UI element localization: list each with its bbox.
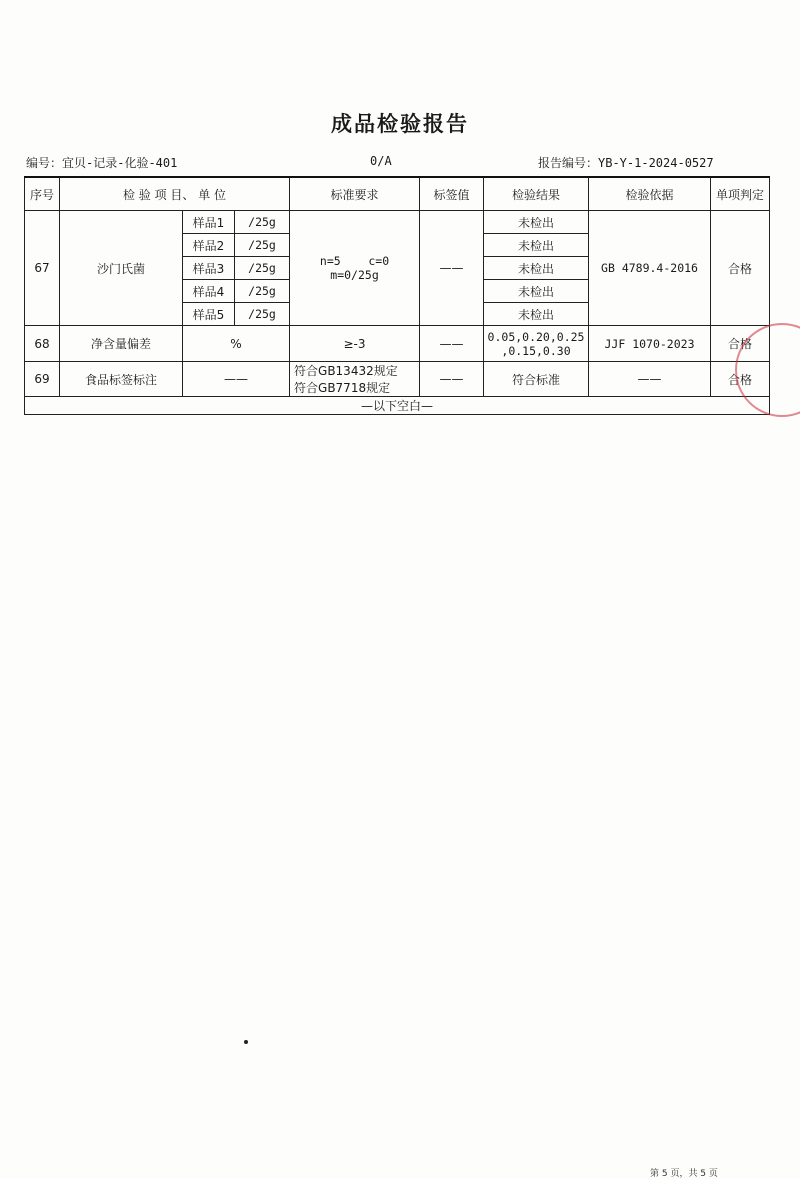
sample-unit: /25g	[235, 234, 290, 257]
judgement-cell: 合格	[711, 362, 770, 397]
standard-line: 符合GB13432规定	[294, 364, 398, 378]
page-footer: 第 5 页，共 5 页	[650, 1169, 718, 1179]
label-value-cell: ——	[420, 326, 484, 362]
sample-result: 未检出	[484, 280, 589, 303]
header-label-value: 标签值	[420, 177, 484, 211]
sample-unit: /25g	[235, 280, 290, 303]
sample-unit: /25g	[235, 257, 290, 280]
result-line: ,0.15,0.30	[501, 343, 571, 358]
sample-name: 样品5	[183, 303, 235, 326]
standard-line: n=5 c=0	[319, 254, 390, 268]
seq-cell: 67	[25, 211, 60, 326]
item-cell: 净含量偏差	[60, 326, 183, 362]
report-title: 成品检验报告	[331, 111, 469, 136]
standard-line: 符合GB7718规定	[294, 381, 391, 395]
report-number: 报告编号：YB-Y-1-2024-0527	[538, 156, 714, 170]
header-seq: 序号	[25, 177, 60, 211]
table-row	[25, 211, 770, 234]
basis-cell: GB 4789.4-2016	[589, 211, 711, 326]
header-basis: 检验依据	[589, 177, 711, 211]
basis-cell: JJF 1070-2023	[589, 326, 711, 362]
judgement-cell: 合格	[711, 211, 770, 326]
sample-name: 样品2	[183, 234, 235, 257]
sample-name: 样品1	[183, 211, 235, 234]
seq-cell: 68	[25, 326, 60, 362]
result-cell	[484, 326, 589, 362]
sample-unit: /25g	[235, 211, 290, 234]
sample-result: 未检出	[484, 257, 589, 280]
item-cell: 食品标签标注	[60, 362, 183, 397]
header-judgement: 单项判定	[711, 177, 770, 211]
sample-result: 未检出	[484, 303, 589, 326]
unit-cell: ——	[183, 362, 290, 397]
header-standard: 标准要求	[290, 177, 420, 211]
record-number: 编号：宜贝-记录-化验-401	[26, 156, 178, 170]
label-value-cell: ——	[420, 211, 484, 326]
standard-cell	[290, 211, 420, 326]
label-value-cell: ——	[420, 362, 484, 397]
sample-result: 未检出	[484, 211, 589, 234]
sample-name: 样品4	[183, 280, 235, 303]
version-code: 0/A	[370, 154, 392, 168]
inspection-table	[24, 176, 770, 415]
blank-row	[25, 397, 770, 415]
header-row	[25, 177, 770, 211]
blank-note: —以下空白—	[25, 397, 770, 415]
header-result: 检验结果	[484, 177, 589, 211]
sample-result: 未检出	[484, 234, 589, 257]
result-line: 0.05,0.20,0.25	[487, 329, 585, 344]
header-item: 检 验 项 目、 单 位	[60, 177, 290, 211]
standard-cell	[290, 362, 420, 397]
table-row	[25, 326, 770, 362]
sample-unit: /25g	[235, 303, 290, 326]
item-cell: 沙门氏菌	[60, 211, 183, 326]
scan-speck	[244, 1040, 248, 1044]
sample-name: 样品3	[183, 257, 235, 280]
standard-cell: ≥-3	[290, 326, 420, 362]
basis-cell: ——	[589, 362, 711, 397]
judgement-cell: 合格	[711, 326, 770, 362]
table-row	[25, 362, 770, 397]
result-cell: 符合标准	[484, 362, 589, 397]
unit-cell: %	[183, 326, 290, 362]
seq-cell: 69	[25, 362, 60, 397]
standard-line: m=0/25g	[330, 268, 379, 282]
